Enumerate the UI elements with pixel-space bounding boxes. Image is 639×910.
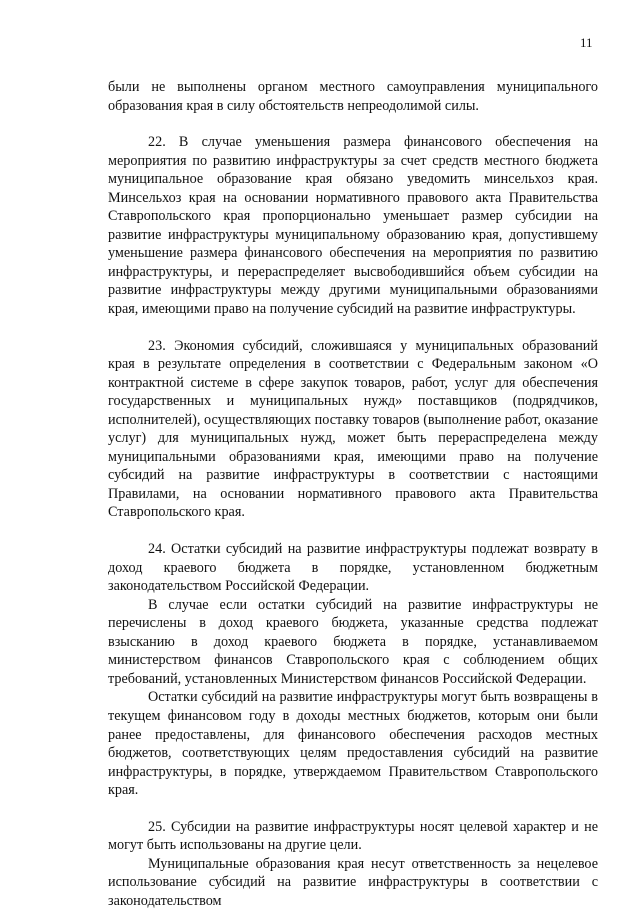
document-body [108,78,598,910]
paragraph-24-part-2: В случае если остатки субсидий на развитие инфраструктуры не перечислены в доход краевого бюджета, указанные средства подлежат взысканию в доход краевого бюджета в порядке, устанавливаемом министерством финансов Ставропольского края с соблюдением общих требований, установленных Министерством финансов Российской Федерации. [108,596,598,687]
paragraph-24-part-3: Остатки субсидий на развитие инфраструктуры могут быть возвращены в текущем финансовом году в доходы местных бюджетов, которым они были ранее предоставлены, для финансового обеспечения расходов местных бюджетов, соответствующих целям предоставления субсидий на развитие инфраструктуры, в порядке, утверждаемом Правительством Ставропольского края. [108,689,598,799]
paragraph-22: 22. В случае уменьшения размера финансового обеспечения на мероприятия по развитию инфраструктуры за счет средств местного бюджета муниципальное образование края обязано уведомить минсельхоз края. Минсельхоз края на основании нормативного правового акта Правительства Ставропольского края пропорционально уменьшает размер субсидии на развитие инфраструктуры муниципальному образованию края, допустившему уменьшение размера финансового обеспечения на мероприятия по развитию инфраструктуры, и перераспределяет высвободившийся объем субсидии на развитие инфраструктуры между другими муниципальными образованиями края, имеющими право на получение субсидий на развитие инфраструктуры. [108,134,598,318]
paragraph-gap [108,115,598,133]
paragraph-25-part-2: Муниципальные образования края несут ответственность за нецелевое использование субсидий на развитие инфраструктуры в соответствии с законодательством [108,855,598,909]
paragraph-continuation: были не выполнены органом местного самоуправления муниципального образования края в силу обстоятельств непреодолимой силы. [108,79,598,114]
paragraph-gap [108,522,598,540]
paragraph-23: 23. Экономия субсидий, сложившаяся у муниципальных образований края в результате определения в соответствии с Федеральным законом «О контрактной системе в сфере закупок товаров, работ, услуг для обеспечения государственных и муниципальных нужд» поставщиков (подрядчиков, исполнителей), осуществляющих поставку товаров (выполнение работ, оказание услуг) для муниципальных нужд, может быть перераспределена между муниципальными образованиями края, имеющими право на получение субсидий на развитие инфраструктуры в соответствии с настоящими Правилами, на основании нормативного правового акта Правительства Ставропольского края. [108,337,598,521]
paragraph-gap [108,319,598,337]
paragraph-gap [108,800,598,818]
paragraph-24: 24. Остатки субсидий на развитие инфраструктуры подлежат возврату в доход краевого бюджета в порядке, установленном бюджетным законодательством Российской Федерации. [108,541,598,595]
page-number: 11 [580,35,593,50]
paragraph-25: 25. Субсидии на развитие инфраструктуры носят целевой характер и не могут быть использованы на другие цели. [108,818,598,854]
